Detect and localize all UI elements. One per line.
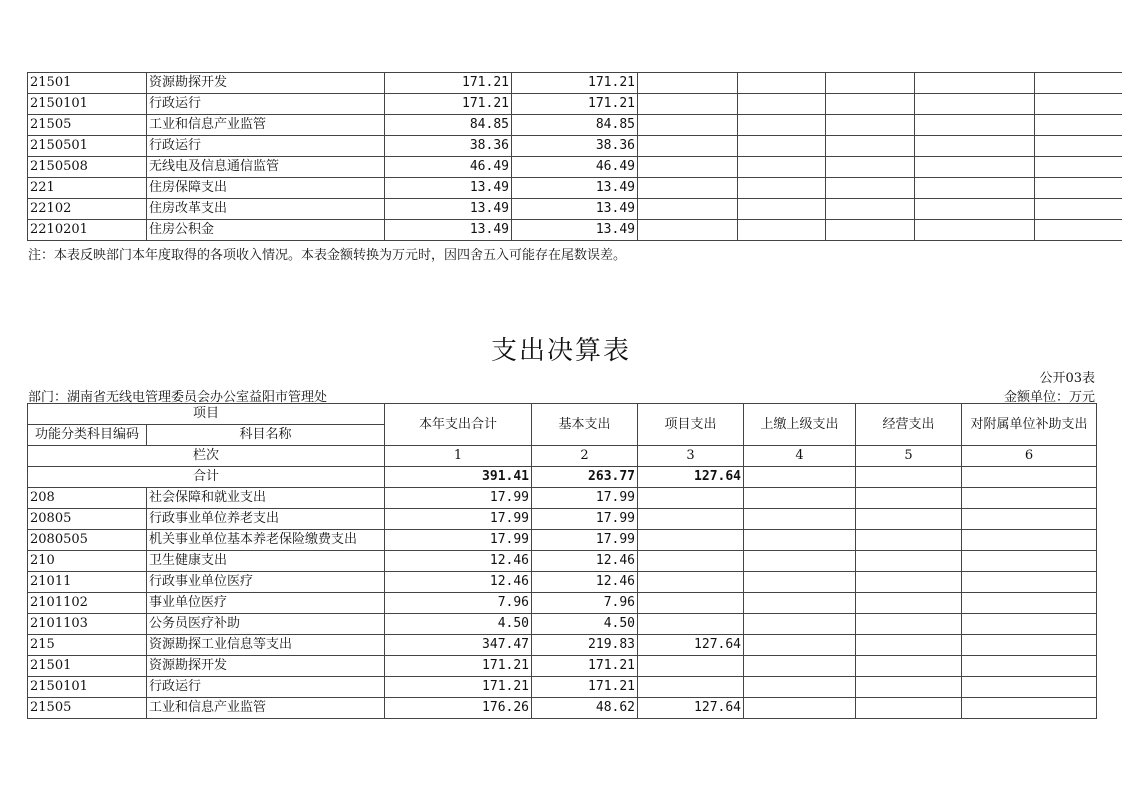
empty-cell [638,136,738,157]
department-label: 部门：湖南省无线电管理委员会办公室益阳市管理处 [28,390,328,405]
row-basic: 12.46 [532,551,638,572]
empty-cell [1035,178,1122,199]
empty-cell [638,220,738,241]
empty-cell [856,488,962,509]
table-row [28,614,1097,635]
empty-cell [738,199,826,220]
row-value: 46.49 [512,157,638,178]
empty-cell [1035,157,1122,178]
table-row [28,656,1097,677]
row-code: 221 [28,178,147,199]
row-code: 2150508 [28,157,147,178]
table-row [28,73,1122,94]
row-name: 行政运行 [147,677,385,698]
row-basic: 17.99 [532,488,638,509]
row-code: 2101102 [28,593,147,614]
row-value: 13.49 [512,220,638,241]
row-basic: 12.46 [532,572,638,593]
row-total: 4.50 [385,614,532,635]
row-name: 无线电及信息通信监管 [147,157,385,178]
row-value: 13.49 [512,178,638,199]
empty-cell [856,656,962,677]
table-row [28,572,1097,593]
empty-cell [638,115,738,136]
table-row [28,178,1122,199]
col-num: 6 [962,446,1097,467]
empty-cell [744,551,856,572]
row-code: 2150101 [28,94,147,115]
row-total: 171.21 [385,656,532,677]
row-value: 46.49 [385,157,512,178]
header-upper: 上缴上级支出 [744,404,856,446]
row-code: 2150101 [28,677,147,698]
row-code: 2210201 [28,220,147,241]
empty-cell [915,178,1035,199]
row-value: 171.21 [512,73,638,94]
row-name: 卫生健康支出 [147,551,385,572]
row-name: 资源勘探开发 [147,73,385,94]
empty-cell [826,115,915,136]
row-name: 住房保障支出 [147,178,385,199]
row-project: 127.64 [638,635,744,656]
row-name: 工业和信息产业监管 [147,698,385,719]
empty-cell [826,94,915,115]
sum-basic: 263.77 [532,467,638,488]
empty-cell [962,509,1097,530]
row-total: 176.26 [385,698,532,719]
empty-cell [638,157,738,178]
form-code: 公开03表 [1039,371,1095,386]
row-value: 13.49 [512,199,638,220]
row-code: 21501 [28,73,147,94]
empty-cell [744,572,856,593]
empty-cell [744,488,856,509]
empty-cell [1035,199,1122,220]
empty-cell [962,530,1097,551]
row-total: 12.46 [385,551,532,572]
empty-cell [738,115,826,136]
table-row [28,94,1122,115]
table-row [28,509,1097,530]
empty-cell [744,509,856,530]
empty-cell [915,199,1035,220]
empty-cell [962,551,1097,572]
row-project: 127.64 [638,698,744,719]
table-note: 注：本表反映部门本年度取得的各项收入情况。本表金额转换为万元时，因四舍五入可能存在尾数误差。 [28,248,627,263]
empty-cell [1035,73,1122,94]
row-project [638,656,744,677]
row-name: 行政运行 [147,94,385,115]
header-total: 本年支出合计 [385,404,532,446]
amount-unit-label: 金额单位：万元 [1003,390,1095,405]
empty-cell [638,178,738,199]
row-name: 事业单位医疗 [147,593,385,614]
empty-cell [856,614,962,635]
empty-cell [638,73,738,94]
empty-cell [856,677,962,698]
empty-cell [962,656,1097,677]
empty-cell [962,572,1097,593]
table-row [28,551,1097,572]
row-value: 84.85 [512,115,638,136]
sum-upper [744,467,856,488]
row-project [638,551,744,572]
empty-cell [744,530,856,551]
empty-cell [826,73,915,94]
empty-cell [738,157,826,178]
col-num: 1 [385,446,532,467]
row-basic: 171.21 [532,656,638,677]
empty-cell [856,572,962,593]
row-basic: 171.21 [532,677,638,698]
row-code: 21505 [28,115,147,136]
row-total: 17.99 [385,530,532,551]
row-basic: 17.99 [532,509,638,530]
empty-cell [738,136,826,157]
row-value: 13.49 [385,178,512,199]
empty-cell [915,157,1035,178]
empty-cell [962,614,1097,635]
empty-cell [962,488,1097,509]
table-row [28,593,1097,614]
row-name: 资源勘探开发 [147,656,385,677]
row-total: 17.99 [385,509,532,530]
header-item: 项目 [28,404,385,425]
empty-cell [856,509,962,530]
header-code: 功能分类科目编码 [28,425,147,446]
row-name: 社会保障和就业支出 [147,488,385,509]
empty-cell [856,530,962,551]
table-row [28,136,1122,157]
row-name: 资源勘探工业信息等支出 [147,635,385,656]
empty-cell [826,136,915,157]
empty-cell [738,220,826,241]
empty-cell [856,635,962,656]
row-project [638,677,744,698]
row-project [638,488,744,509]
empty-cell [915,136,1035,157]
row-code: 21505 [28,698,147,719]
row-value: 38.36 [385,136,512,157]
sum-label: 合计 [28,467,385,488]
page-title: 支出决算表 [490,336,631,366]
row-code: 2150501 [28,136,147,157]
empty-cell [826,220,915,241]
row-code: 21501 [28,656,147,677]
row-code: 210 [28,551,147,572]
table-row [28,115,1122,136]
empty-cell [826,157,915,178]
row-name: 工业和信息产业监管 [147,115,385,136]
empty-cell [856,551,962,572]
table-row [28,698,1097,719]
row-value: 13.49 [385,199,512,220]
row-basic: 7.96 [532,593,638,614]
row-name: 机关事业单位基本养老保险缴费支出 [147,530,385,551]
row-code: 2080505 [28,530,147,551]
row-code: 208 [28,488,147,509]
row-project [638,509,744,530]
row-code: 215 [28,635,147,656]
empty-cell [962,635,1097,656]
row-code: 21011 [28,572,147,593]
empty-cell [915,73,1035,94]
row-name: 住房公积金 [147,220,385,241]
empty-cell [638,199,738,220]
table-row [28,157,1122,178]
empty-cell [1035,115,1122,136]
table-row [28,530,1097,551]
empty-cell [826,178,915,199]
table-row [28,677,1097,698]
empty-cell [826,199,915,220]
row-name: 住房改革支出 [147,199,385,220]
empty-cell [856,698,962,719]
col-num: 3 [638,446,744,467]
row-project [638,572,744,593]
row-project [638,530,744,551]
row-basic: 48.62 [532,698,638,719]
row-project [638,593,744,614]
header-basic: 基本支出 [532,404,638,446]
empty-cell [744,635,856,656]
empty-cell [915,115,1035,136]
table-row [28,199,1122,220]
row-name: 行政事业单位医疗 [147,572,385,593]
empty-cell [962,593,1097,614]
empty-cell [744,698,856,719]
row-value: 13.49 [385,220,512,241]
row-value: 38.36 [512,136,638,157]
row-code: 22102 [28,199,147,220]
sum-subsidy [962,467,1097,488]
empty-cell [856,593,962,614]
empty-cell [744,656,856,677]
header-subsidy: 对附属单位补助支出 [962,404,1097,446]
sum-project: 127.64 [638,467,744,488]
col-num: 2 [532,446,638,467]
row-name: 行政事业单位养老支出 [147,509,385,530]
row-total: 7.96 [385,593,532,614]
row-value: 171.21 [385,73,512,94]
empty-cell [738,73,826,94]
row-value: 171.21 [385,94,512,115]
empty-cell [1035,220,1122,241]
row-project [638,614,744,635]
column-label: 栏次 [28,446,385,467]
row-total: 347.47 [385,635,532,656]
table-row [28,488,1097,509]
sum-business [856,467,962,488]
row-total: 171.21 [385,677,532,698]
empty-cell [744,614,856,635]
empty-cell [738,178,826,199]
row-name: 行政运行 [147,136,385,157]
empty-cell [915,94,1035,115]
empty-cell [962,677,1097,698]
empty-cell [738,94,826,115]
row-basic: 219.83 [532,635,638,656]
header-name: 科目名称 [147,425,385,446]
income-table [27,72,1122,241]
col-num: 5 [856,446,962,467]
row-code: 20805 [28,509,147,530]
row-basic: 17.99 [532,530,638,551]
empty-cell [962,698,1097,719]
header-business: 经营支出 [856,404,962,446]
empty-cell [744,593,856,614]
empty-cell [638,94,738,115]
row-value: 171.21 [512,94,638,115]
table-row [28,220,1122,241]
empty-cell [744,677,856,698]
row-name: 公务员医疗补助 [147,614,385,635]
table-row [28,635,1097,656]
row-value: 84.85 [385,115,512,136]
empty-cell [1035,136,1122,157]
row-code: 2101103 [28,614,147,635]
empty-cell [1035,94,1122,115]
row-total: 17.99 [385,488,532,509]
col-num: 4 [744,446,856,467]
row-basic: 4.50 [532,614,638,635]
empty-cell [915,220,1035,241]
header-project: 项目支出 [638,404,744,446]
sum-total: 391.41 [385,467,532,488]
expense-table [27,403,1097,719]
row-total: 12.46 [385,572,532,593]
